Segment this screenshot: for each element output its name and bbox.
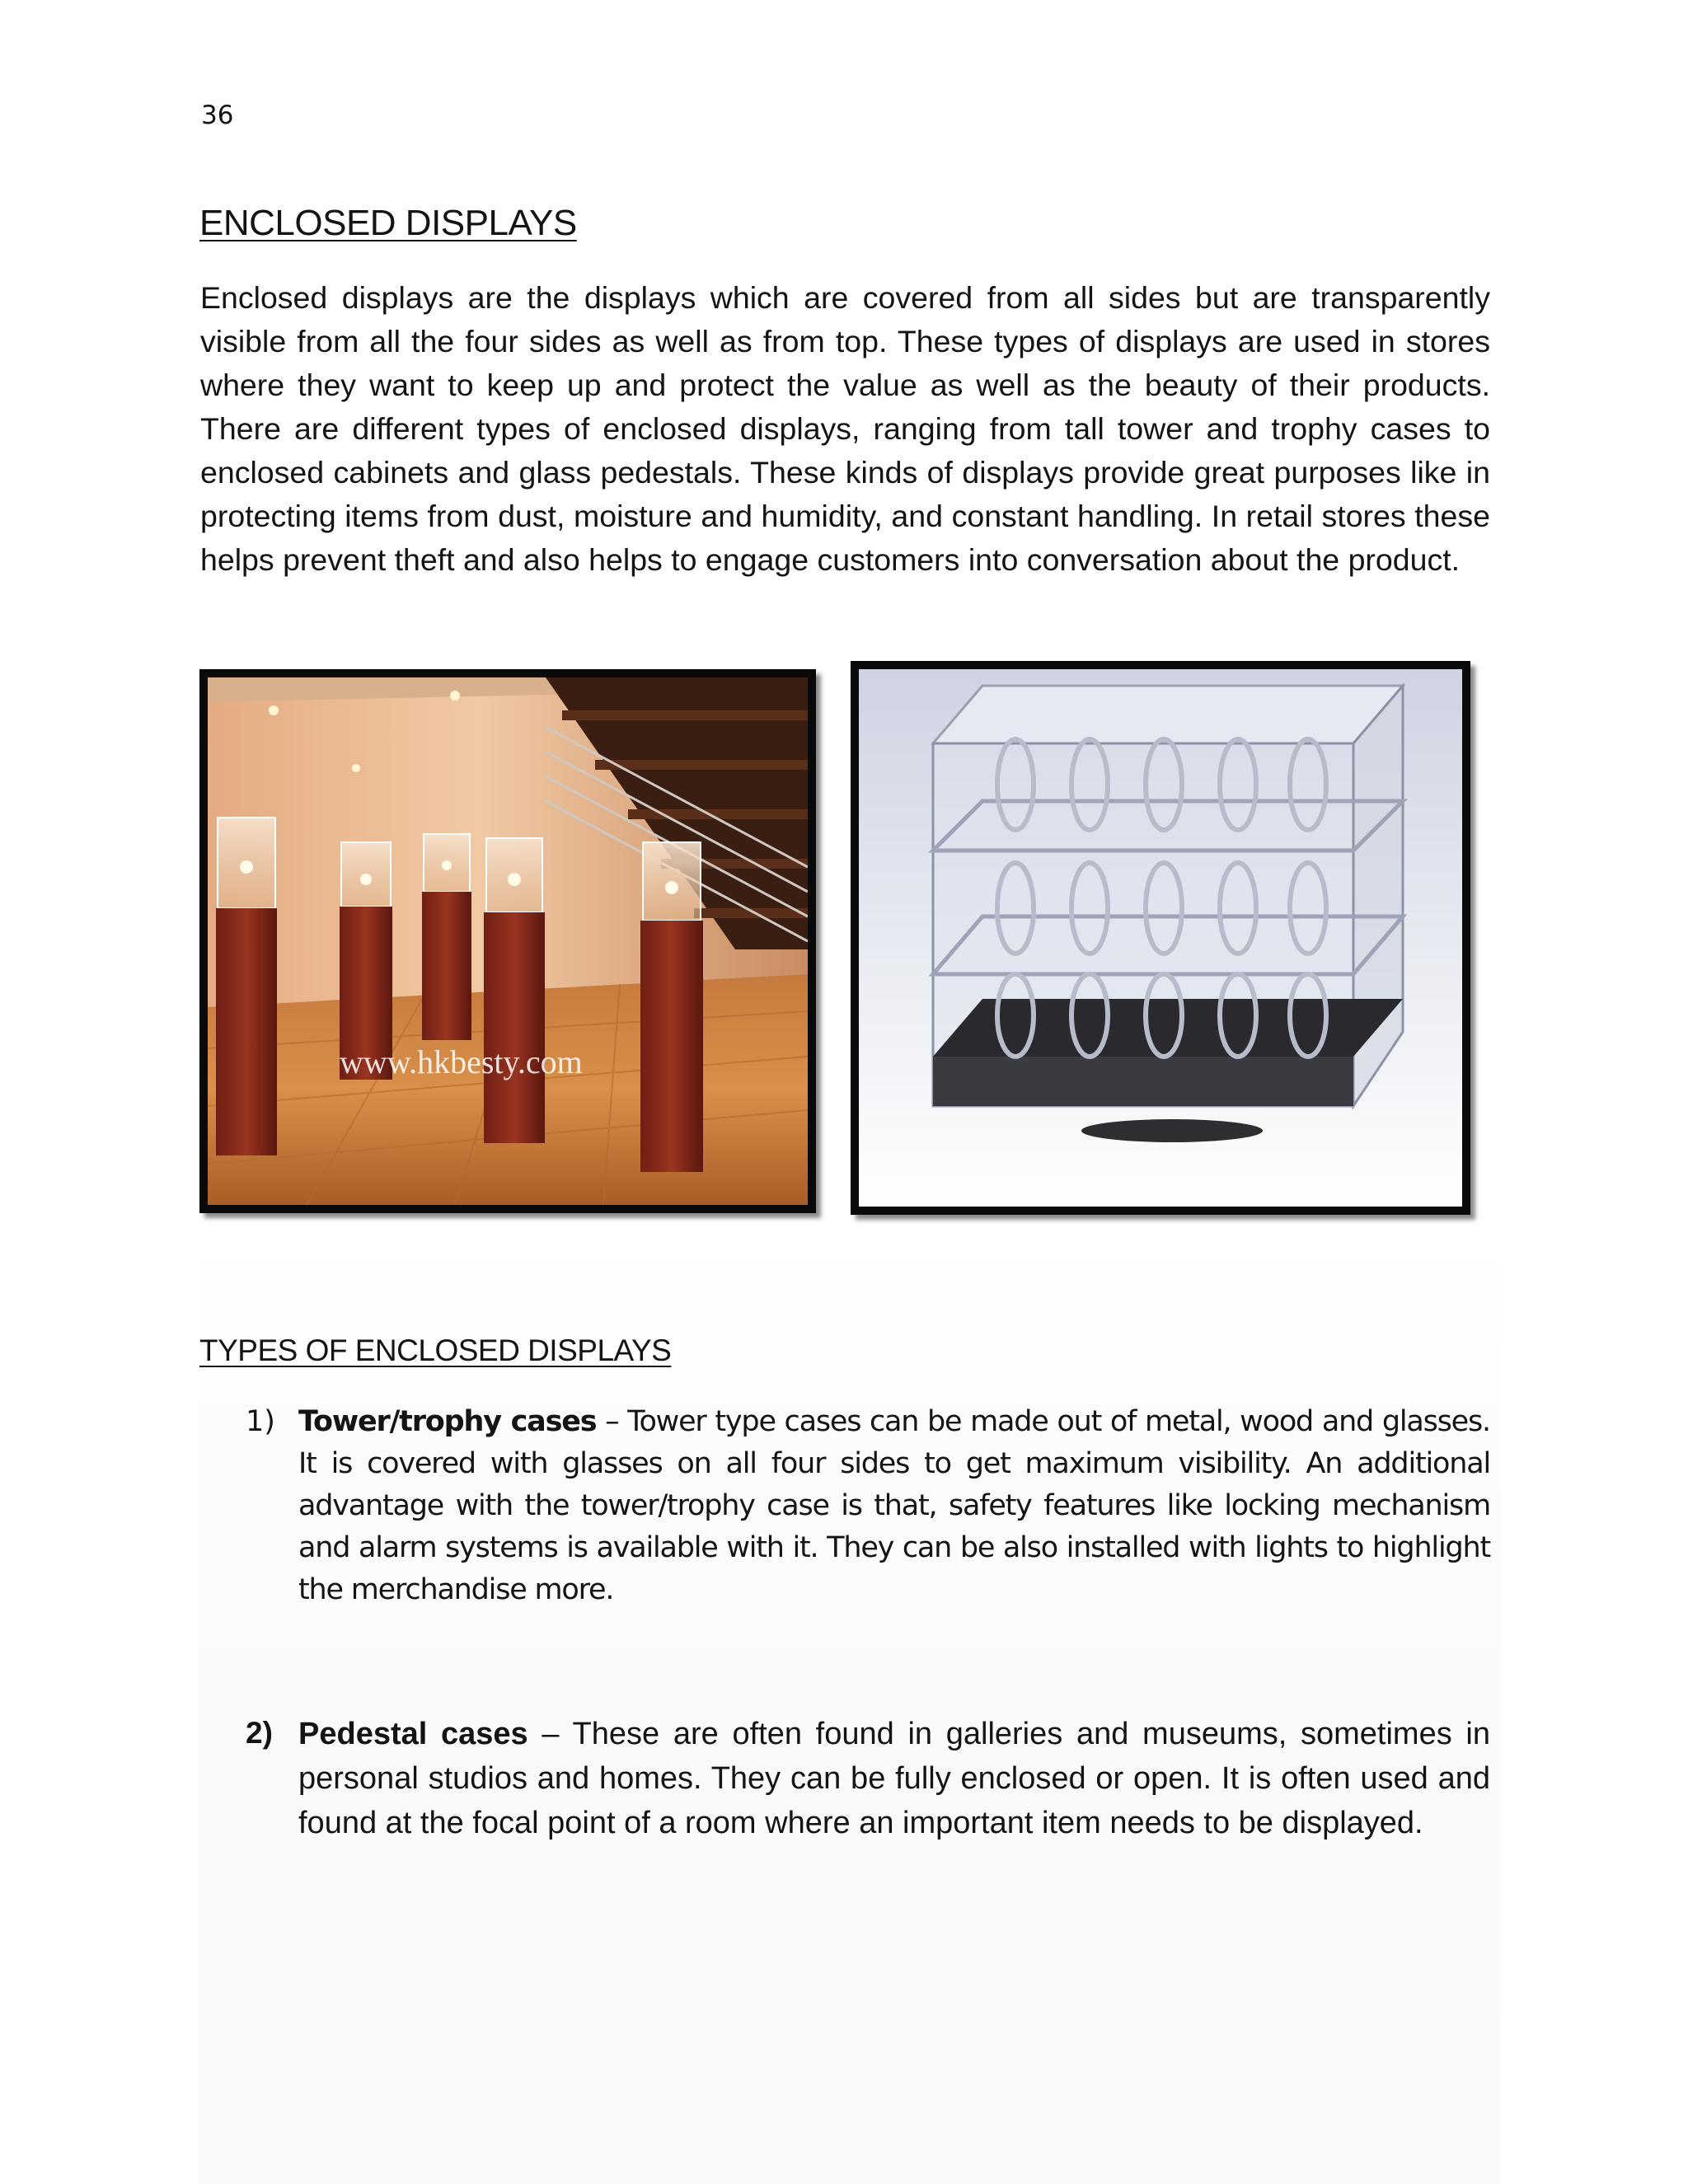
section-heading: ENCLOSED DISPLAYS [199,203,577,243]
list-number: 1) [246,1405,275,1438]
types-heading: TYPES OF ENCLOSED DISPLAYS [199,1333,672,1367]
list-item-title: Pedestal cases [298,1717,528,1751]
list-item-text: – These are often found in galleries and museums, sometimes in personal studios and homes. They can be fully enclosed or open. It is often used and found at the focal point of a room where an important item needs to be displayed. [298,1717,1490,1840]
list-number: 2) [246,1716,273,1750]
list-item-body [298,1401,1490,1611]
page-number: 36 [201,101,234,130]
list-item-tower-trophy-cases [246,1401,1490,1611]
page-background [198,1236,1500,2184]
list-item-title: Tower/trophy cases [298,1405,597,1438]
intro-paragraph: Enclosed displays are the displays which are covered from all sides but are transparently visible from all the four sides as well as from top. These types of displays are used in stores where they want to keep up and protect the value as well as the beauty of their products. There are different types of enclosed displays, ranging from tall tower and trophy cases to enclosed cabinets and glass pedestals. These kinds of displays provide great purposes like in protecting items from dust, moisture and humidity, and constant handling. In retail stores these helps prevent theft and also helps to engage customers into conversation about the product. [200,280,1490,577]
list-item-pedestal-cases [246,1712,1490,1845]
list-item-body [298,1712,1490,1845]
photo-watermark: www.hkbesty.com [340,1043,583,1080]
list-item-text: – Tower type cases can be made out of metal, wood and glasses. It is covered with glasses on all four sides to get maximum visibility. An additional advantage with the tower/trophy case is that, safety features like locking mechanism and alarm systems is available with it. They can be also installed with lights to highlight the merchandise more. [298,1405,1490,1606]
acrylic-watch-case-photo [851,661,1470,1215]
showroom-pedestals-photo [199,669,816,1213]
